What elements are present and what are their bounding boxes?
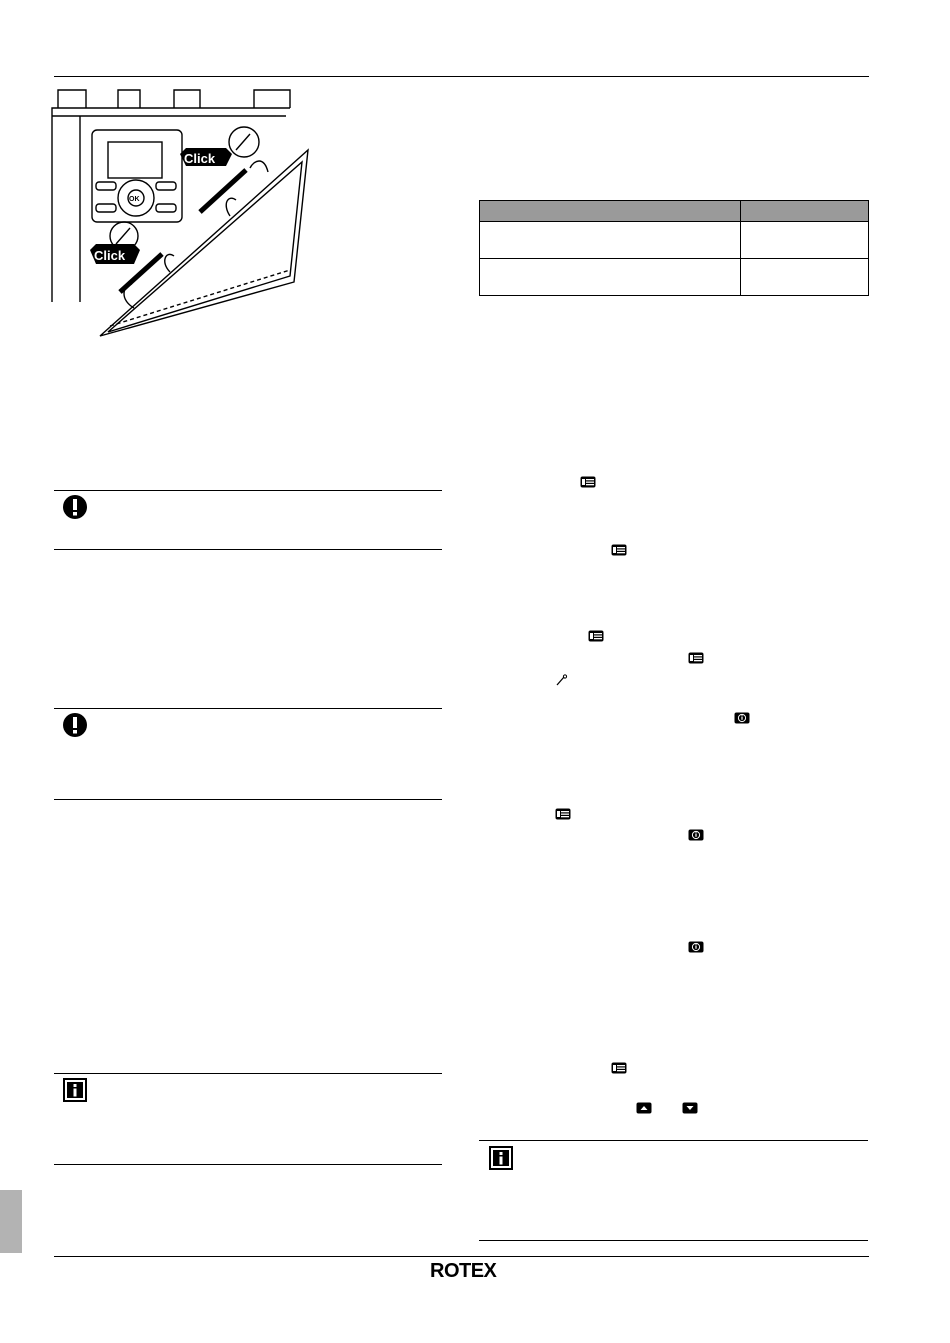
menu-book-icon	[555, 808, 571, 820]
table-header-cell	[741, 201, 869, 222]
menu-book-icon	[688, 652, 704, 664]
wrench-icon	[554, 674, 570, 686]
info-notice-1-bottom-rule	[54, 1164, 442, 1165]
info-notice-1-icon	[62, 1077, 88, 1103]
footer-rule	[54, 1256, 869, 1257]
chapter-side-tab	[0, 1190, 22, 1253]
menu-book-icon	[588, 630, 604, 642]
table-cell	[741, 259, 869, 296]
table-row	[480, 259, 869, 296]
warning-notice-1-icon	[62, 494, 88, 520]
warning-notice-2-bottom-rule	[54, 799, 442, 800]
warning-notice-2-top-rule	[54, 708, 442, 709]
table-cell	[480, 222, 741, 259]
menu-book-icon	[611, 544, 627, 556]
data-table	[479, 200, 869, 296]
controller-ok-label: OK	[129, 196, 140, 203]
arrow-down-button-icon	[682, 1102, 698, 1114]
header-rule	[54, 76, 869, 77]
click-label-top: Click	[184, 151, 216, 166]
table-row	[480, 222, 869, 259]
panel-installation-figure	[50, 86, 330, 356]
brand-logo: ROTEX	[430, 1260, 497, 1282]
info-notice-2-icon	[488, 1145, 514, 1171]
info-notice-2-bottom-rule	[479, 1240, 868, 1241]
info-round-icon	[688, 941, 704, 953]
table-cell	[480, 259, 741, 296]
table-header-cell	[480, 201, 741, 222]
info-notice-2-top-rule	[479, 1140, 868, 1141]
info-round-icon	[688, 829, 704, 841]
warning-notice-1-top-rule	[54, 490, 442, 491]
table-cell	[741, 222, 869, 259]
warning-notice-1-bottom-rule	[54, 549, 442, 550]
warning-notice-2-icon	[62, 712, 88, 738]
info-round-icon	[734, 712, 750, 724]
menu-book-icon	[611, 1062, 627, 1074]
arrow-up-button-icon	[636, 1102, 652, 1114]
table-header-row	[480, 201, 869, 222]
click-label-bottom: Click	[94, 248, 126, 263]
menu-book-icon	[580, 476, 596, 488]
info-notice-1-top-rule	[54, 1073, 442, 1074]
